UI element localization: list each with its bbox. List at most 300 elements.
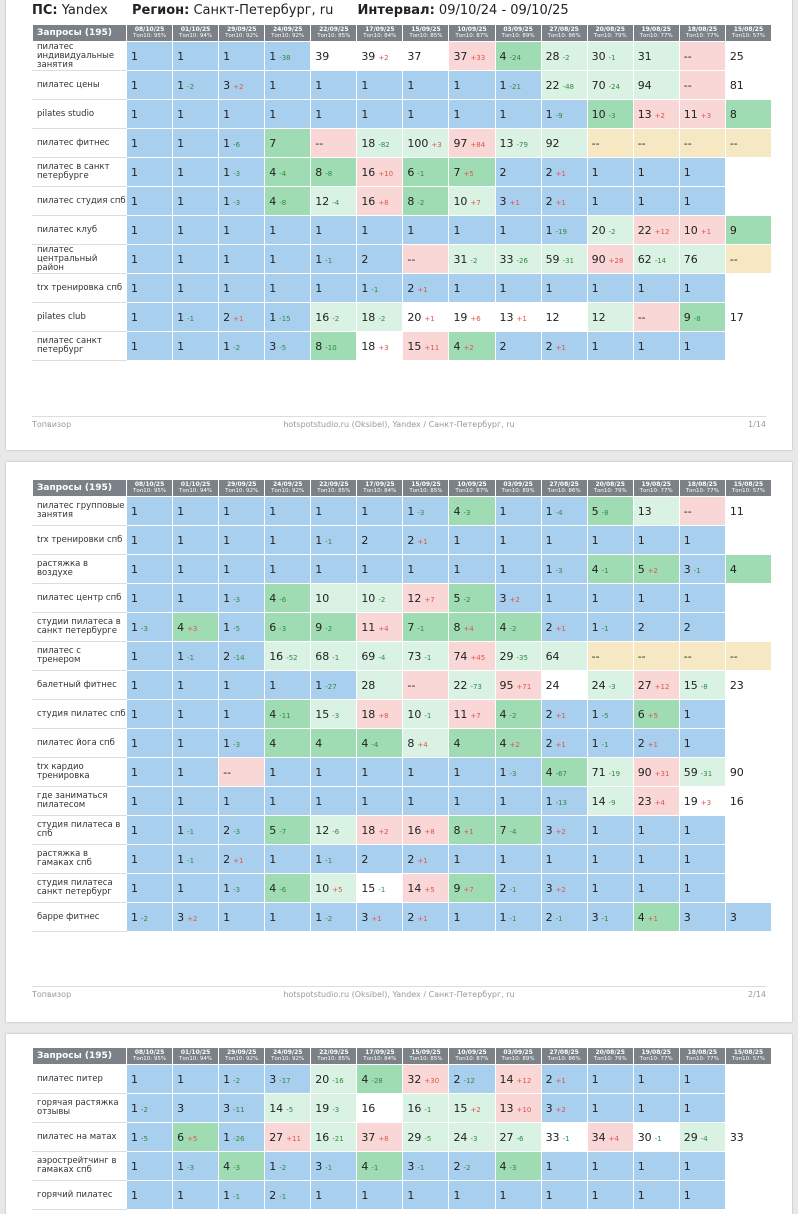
position-delta: -16 (332, 1076, 344, 1085)
position-cell (357, 584, 403, 613)
position-delta: -1 (417, 624, 425, 633)
position-delta: -5 (279, 343, 287, 352)
position-value: 2 (223, 823, 231, 837)
position-delta: -1 (509, 914, 517, 923)
top10-label: Топ10: 85% (409, 33, 443, 39)
position-delta: -1 (601, 740, 609, 749)
position-value: 1 (407, 223, 415, 237)
position-value: 4 (453, 504, 461, 518)
position-cell (173, 100, 219, 129)
position-delta: -1 (601, 914, 609, 923)
position-delta: -6 (332, 827, 340, 836)
top10-label: Топ10: 77% (685, 33, 719, 39)
position-cell (725, 874, 771, 903)
position-cell (725, 584, 771, 613)
position-cell (679, 1123, 725, 1152)
query-row (33, 303, 772, 332)
position-cell (725, 1181, 771, 1210)
position-cell (265, 903, 311, 932)
position-value: 12 (545, 310, 560, 324)
position-cell (449, 71, 495, 100)
position-delta: -4 (371, 740, 379, 749)
position-value: 1 (361, 504, 369, 518)
position-value: 14 (499, 1072, 514, 1086)
position-cell (219, 816, 265, 845)
position-cell (449, 332, 495, 361)
position-value: 1 (223, 504, 231, 518)
positions-table (32, 24, 772, 361)
position-value: 1 (131, 223, 138, 237)
position-value: 13 (499, 310, 514, 324)
position-value: 27 (269, 1130, 284, 1144)
position-cell (127, 642, 173, 671)
position-cell (311, 584, 357, 613)
position-value: 1 (223, 223, 231, 237)
position-cell (541, 845, 587, 874)
position-delta: +4 (378, 624, 389, 633)
position-value: 1 (361, 1188, 369, 1202)
position-value: 1 (177, 1072, 185, 1086)
query-name: pilates club (33, 303, 127, 332)
position-cell (311, 100, 357, 129)
position-value: 31 (453, 252, 468, 266)
position-delta: +1 (555, 1076, 566, 1085)
position-cell (357, 700, 403, 729)
position-delta: -27 (325, 682, 337, 691)
position-cell (495, 555, 541, 584)
position-value: 4 (499, 49, 507, 63)
position-cell (311, 1123, 357, 1152)
date-label: 19/08/25 (641, 1049, 671, 1056)
position-delta: +8 (424, 827, 435, 836)
position-cell (311, 303, 357, 332)
position-cell (725, 42, 771, 71)
date-column-header (173, 480, 219, 497)
position-cell (219, 729, 265, 758)
position-value: 30 (591, 49, 606, 63)
date-label: 15/08/25 (733, 481, 764, 488)
position-value: 1 (223, 533, 231, 547)
position-cell (449, 1065, 495, 1094)
position-cell (265, 758, 311, 787)
query-row (33, 671, 772, 700)
position-delta: -4 (700, 1134, 708, 1143)
position-cell (311, 1065, 357, 1094)
position-value: 1 (223, 165, 231, 179)
position-value: 1 (177, 678, 185, 692)
header-row (33, 25, 772, 42)
position-delta: -17 (279, 1076, 291, 1085)
position-delta: -14 (233, 653, 245, 662)
top10-label: Топ10: 86% (547, 488, 581, 494)
position-cell (587, 100, 633, 129)
position-cell (127, 187, 173, 216)
position-cell (449, 245, 495, 274)
position-delta: -4 (279, 169, 287, 178)
query-name: пилатес групповые занятия (33, 497, 127, 526)
date-column-header (357, 1048, 403, 1065)
position-delta: +10 (516, 1105, 532, 1114)
position-value: 1 (591, 339, 599, 353)
position-value: 13 (637, 107, 652, 121)
position-cell (403, 71, 449, 100)
position-value: 1 (591, 881, 599, 895)
position-cell (311, 758, 357, 787)
position-delta: -3 (509, 1163, 517, 1172)
position-value: 1 (177, 339, 185, 353)
position-value: 1 (407, 1188, 415, 1202)
page-footer (32, 416, 766, 429)
position-value: 1 (545, 591, 553, 605)
position-value: 1 (131, 504, 138, 518)
position-value: 2 (499, 165, 507, 179)
position-delta: -2 (509, 711, 517, 720)
date-label: 19/08/25 (641, 481, 671, 488)
position-value: -- (223, 765, 232, 779)
position-value: 1 (315, 252, 323, 266)
position-cell (403, 845, 449, 874)
position-delta: -31 (562, 256, 574, 265)
position-delta: +1 (417, 856, 428, 865)
top10-label: Топ10: 57% (731, 488, 765, 494)
position-value: 2 (637, 736, 645, 750)
position-cell (449, 642, 495, 671)
query-name: аэрострейтчинг в гамаках спб (33, 1152, 127, 1181)
position-value: 1 (361, 765, 369, 779)
position-cell (403, 729, 449, 758)
position-value: -- (591, 649, 600, 663)
position-value: 8 (315, 165, 323, 179)
date-label: 20/08/25 (595, 1049, 625, 1056)
date-column-header (587, 480, 633, 497)
date-label: 10/09/25 (457, 1049, 487, 1056)
position-value: 1 (177, 281, 185, 295)
position-value: 1 (131, 49, 138, 63)
position-value: 2 (637, 620, 645, 634)
header-row (33, 1048, 772, 1065)
position-cell (541, 613, 587, 642)
position-delta: +30 (424, 1076, 440, 1085)
position-value: -- (683, 649, 692, 663)
position-cell (725, 274, 771, 303)
position-value: 1 (591, 736, 599, 750)
position-delta: +2 (470, 1105, 481, 1114)
position-value: 4 (499, 620, 507, 634)
position-cell (173, 1152, 219, 1181)
position-delta: +2 (378, 827, 389, 836)
position-cell (219, 100, 265, 129)
position-cell (541, 71, 587, 100)
position-cell (449, 845, 495, 874)
position-value: 32 (407, 1072, 422, 1086)
position-value: 1 (499, 1188, 507, 1202)
position-value: 20 (315, 1072, 330, 1086)
position-value: 22 (545, 78, 560, 92)
position-cell (219, 642, 265, 671)
position-cell (587, 274, 633, 303)
position-value: 1 (269, 678, 277, 692)
position-cell (357, 816, 403, 845)
position-cell (311, 274, 357, 303)
position-cell (449, 584, 495, 613)
position-cell (403, 187, 449, 216)
position-value: 16 (361, 194, 376, 208)
position-cell (633, 526, 679, 555)
position-cell (127, 874, 173, 903)
position-cell (587, 700, 633, 729)
position-value: 2 (269, 1188, 277, 1202)
position-value: 5 (591, 504, 599, 518)
region-value: Санкт-Петербург, ru (193, 3, 334, 18)
position-value: 1 (499, 562, 507, 576)
position-value: 1 (131, 339, 138, 353)
position-delta: +1 (463, 827, 474, 836)
position-value: 1 (407, 794, 415, 808)
position-cell (541, 303, 587, 332)
top10-label: Топ10: 89% (501, 1056, 535, 1062)
position-value: 16 (729, 794, 744, 808)
position-delta: +1 (555, 624, 566, 633)
position-value: 16 (361, 1101, 376, 1115)
position-cell (587, 303, 633, 332)
position-cell (725, 729, 771, 758)
position-cell (587, 1152, 633, 1181)
position-delta: +2 (378, 53, 389, 62)
date-label: 19/08/25 (641, 26, 671, 33)
position-value: 1 (223, 194, 231, 208)
position-delta: -3 (279, 624, 287, 633)
position-cell (219, 874, 265, 903)
position-delta: -1 (187, 856, 195, 865)
query-name: trx тренировки спб (33, 526, 127, 555)
position-cell (265, 700, 311, 729)
position-cell (495, 42, 541, 71)
date-label: 08/10/25 (134, 481, 165, 488)
position-cell (541, 700, 587, 729)
date-column-header (265, 1048, 311, 1065)
position-delta: +1 (555, 740, 566, 749)
position-cell (265, 642, 311, 671)
queries-header: Запросы (195) (33, 1048, 127, 1065)
position-delta: -2 (463, 1163, 471, 1172)
position-value: 1 (683, 736, 691, 750)
position-value: 1 (545, 223, 553, 237)
position-value: 1 (223, 1188, 231, 1202)
position-cell (449, 129, 495, 158)
date-label: 27/08/25 (549, 481, 579, 488)
position-cell (633, 129, 679, 158)
position-cell (219, 584, 265, 613)
position-cell (725, 1123, 771, 1152)
top10-label: Топ10: 57% (731, 1056, 765, 1062)
position-cell (679, 158, 725, 187)
query-row (33, 1181, 772, 1210)
position-delta: -3 (233, 885, 241, 894)
query-name: pilates studio (33, 100, 127, 129)
position-cell (127, 303, 173, 332)
position-value: 15 (453, 1101, 468, 1115)
position-cell (541, 158, 587, 187)
position-cell (633, 671, 679, 700)
position-cell (449, 1094, 495, 1123)
position-value: 4 (361, 1072, 369, 1086)
position-cell (265, 42, 311, 71)
position-cell (633, 274, 679, 303)
position-cell (311, 903, 357, 932)
position-delta: +1 (371, 914, 382, 923)
position-value: 14 (591, 794, 606, 808)
position-value: 90 (637, 765, 652, 779)
date-label: 15/09/25 (411, 481, 441, 488)
position-cell (265, 526, 311, 555)
position-value: 10 (407, 707, 422, 721)
position-delta: +4 (608, 1134, 619, 1143)
position-value: 1 (177, 107, 185, 121)
query-row (33, 729, 772, 758)
top10-label: Топ10: 94% (179, 1056, 213, 1062)
position-cell (725, 158, 771, 187)
top10-label: Топ10: 87% (455, 33, 489, 39)
position-value: 3 (683, 910, 691, 924)
position-cell (219, 903, 265, 932)
report-page-3 (6, 1034, 792, 1214)
position-value: 1 (453, 533, 461, 547)
position-value: 37 (453, 49, 468, 63)
position-value: 2 (499, 339, 507, 353)
date-label: 20/08/25 (595, 26, 625, 33)
position-value: 1 (131, 165, 138, 179)
position-value: 2 (361, 852, 369, 866)
position-cell (679, 671, 725, 700)
position-value: 28 (545, 49, 560, 63)
position-delta: -8 (325, 169, 333, 178)
position-cell (495, 497, 541, 526)
position-delta: +7 (463, 885, 474, 894)
position-cell (633, 700, 679, 729)
position-cell (357, 758, 403, 787)
top10-label: Топ10: 77% (639, 488, 673, 494)
position-value: 1 (177, 136, 185, 150)
position-cell (541, 1123, 587, 1152)
position-value: 12 (407, 591, 422, 605)
position-value: 1 (315, 678, 323, 692)
position-cell (495, 903, 541, 932)
position-cell (587, 787, 633, 816)
position-delta: +4 (417, 740, 428, 749)
position-delta: -4 (555, 508, 563, 517)
date-column-header (587, 1048, 633, 1065)
position-cell (495, 729, 541, 758)
position-cell (265, 303, 311, 332)
position-value: 1 (177, 736, 185, 750)
position-cell (495, 671, 541, 700)
position-cell (127, 245, 173, 274)
position-cell (357, 1094, 403, 1123)
position-cell (725, 187, 771, 216)
position-value: 19 (453, 310, 468, 324)
date-column-header (679, 1048, 725, 1065)
query-name: пилатес индивидуальные занятия (33, 42, 127, 71)
position-value: 4 (315, 736, 323, 750)
position-cell (127, 216, 173, 245)
position-delta: +5 (463, 169, 474, 178)
position-cell (679, 1181, 725, 1210)
position-value: 1 (131, 1188, 138, 1202)
position-delta: +11 (286, 1134, 301, 1143)
position-cell (265, 497, 311, 526)
date-label: 22/09/25 (319, 481, 349, 488)
position-value: 1 (131, 620, 138, 634)
top10-label: Топ10: 95% (132, 488, 167, 494)
position-cell (587, 758, 633, 787)
position-value: 13 (499, 136, 514, 150)
position-value: 1 (453, 794, 461, 808)
position-value: 73 (407, 649, 422, 663)
query-row (33, 584, 772, 613)
position-cell (219, 555, 265, 584)
report-header (32, 3, 589, 18)
position-delta: -2 (332, 314, 340, 323)
position-value: 30 (637, 1130, 652, 1144)
position-cell (633, 555, 679, 584)
position-cell (265, 245, 311, 274)
position-cell (633, 158, 679, 187)
footer-project: hotspotstudio.ru (Oksibel), Yandex / Санкт-Петербург, ru (283, 420, 515, 429)
query-row (33, 903, 772, 932)
position-delta: -35 (516, 653, 528, 662)
query-name: горячая растяжка отзывы (33, 1094, 127, 1123)
position-value: 6 (269, 620, 277, 634)
position-value: 13 (637, 504, 652, 518)
position-value: 1 (315, 910, 323, 924)
position-value: 1 (131, 736, 138, 750)
position-value: 4 (269, 707, 277, 721)
position-cell (311, 642, 357, 671)
position-cell (127, 903, 173, 932)
position-value: 1 (453, 281, 461, 295)
position-value: 59 (545, 252, 560, 266)
position-value: 15 (407, 339, 422, 353)
position-value: 1 (223, 736, 231, 750)
top10-label: Топ10: 77% (685, 488, 719, 494)
position-value: 10 (683, 223, 698, 237)
position-delta: -3 (332, 1105, 340, 1114)
position-delta: -3 (141, 624, 148, 633)
position-value: 1 (177, 504, 185, 518)
position-cell (311, 187, 357, 216)
position-cell (265, 874, 311, 903)
position-delta: -2 (378, 595, 386, 604)
position-delta: -3 (608, 682, 616, 691)
position-delta: +1 (233, 856, 244, 865)
position-value: 1 (131, 649, 138, 663)
date-label: 24/09/25 (273, 481, 303, 488)
position-delta: -5 (424, 1134, 432, 1143)
position-cell (725, 787, 771, 816)
position-value: 22 (637, 223, 652, 237)
date-column-header (219, 25, 265, 42)
position-delta: +2 (187, 914, 198, 923)
position-value: 37 (361, 1130, 376, 1144)
position-delta: -1 (424, 1105, 432, 1114)
position-delta: +7 (470, 198, 481, 207)
position-value: 8 (453, 823, 461, 837)
position-delta: -67 (555, 769, 567, 778)
position-value: 1 (637, 1188, 645, 1202)
position-value: 2 (545, 736, 553, 750)
position-cell (633, 303, 679, 332)
position-cell (403, 613, 449, 642)
